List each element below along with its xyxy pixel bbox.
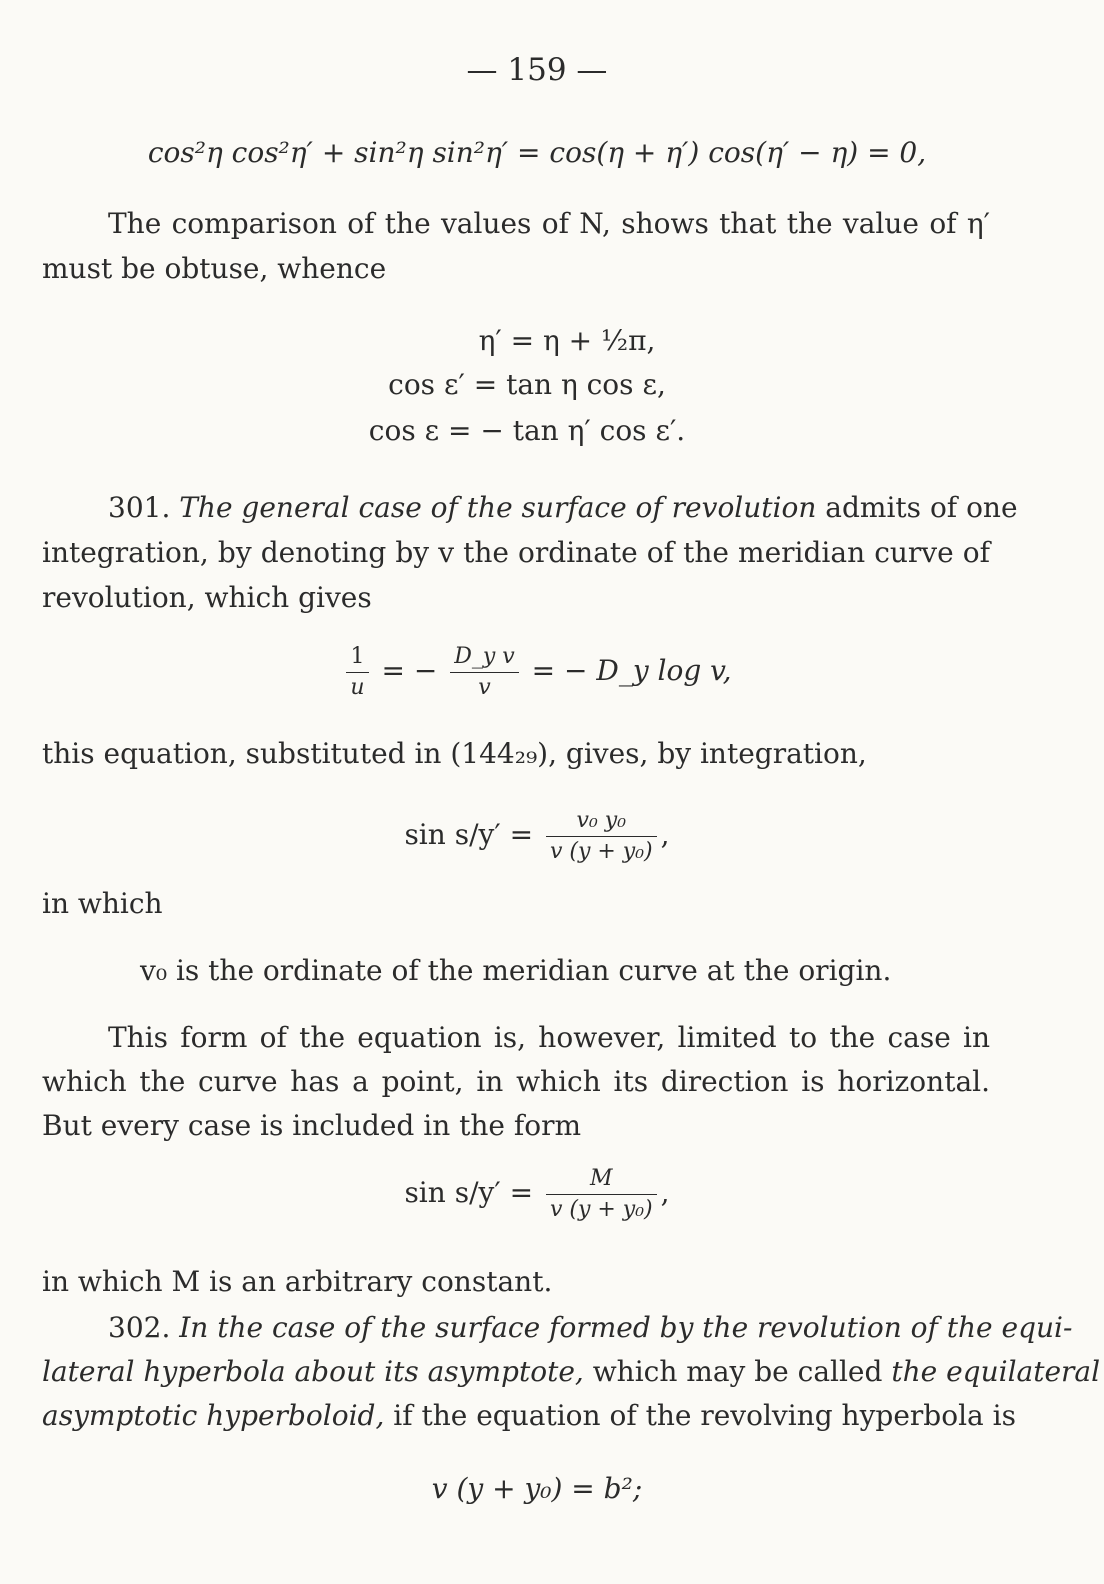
definition-line: v₀ is the ordinate of the meridian curve at the origin.	[140, 954, 892, 987]
paragraph-line: in which	[42, 887, 163, 920]
equation-cos-eps-prime: cos ε′ = tan η cos ε,	[388, 368, 666, 401]
paragraph-line: This form of the equation is, however, limited to the case in	[108, 1021, 990, 1054]
paragraph-line: must be obtuse, whence	[42, 252, 387, 285]
fraction: $\frac{1}{u}$	[346, 642, 368, 703]
section-number: 301.	[108, 491, 171, 524]
paragraph-line: which the curve has a point, in which its direction is horizontal.	[42, 1065, 990, 1098]
paragraph-line: But every case is included in the form	[42, 1109, 582, 1142]
section-text: admits of one	[825, 491, 1018, 524]
section-title: The general case of the surface of revolution	[179, 491, 817, 524]
equation-one-over-u: $\frac{1}{u}$ = − $\frac{\text{D\_y v}}{v}$ = − D_y log v,	[0, 642, 1074, 703]
equation-hyperbola: v (y + y₀) = b²;	[431, 1472, 643, 1505]
paragraph-line: integration, by denoting by v the ordinate of the meridian curve of	[42, 536, 990, 569]
section-number: 302.	[108, 1311, 171, 1344]
paragraph-line: this equation, substituted in (144₂₉), gives, by integration,	[42, 737, 867, 770]
equation-sin-1: sin s/y′ = $\frac{\text{v₀ y₀}}{\text{v (y + y₀)}}$ ,	[0, 806, 1074, 867]
fraction: $\frac{M}{\text{v (y + y₀)}}$	[546, 1164, 657, 1225]
section-301-line-1	[42, 490, 1018, 526]
paragraph-line: The comparison of the values of N, shows that the value of η′	[108, 207, 990, 240]
section-302-line-3: asymptotic hyperboloid, if the equation of the revolving hyperbola is	[42, 1399, 1016, 1432]
equation-top: cos²η cos²η′ + sin²η sin²η′ = cos(η + η′) cos(η′ − η) = 0,	[147, 136, 927, 169]
section-302-line-2: lateral hyperbola about its asymptote, which may be called the equilateral	[42, 1355, 1101, 1388]
section-302-line-1	[42, 1310, 1073, 1346]
equation-eta: η′ = η + ½π,	[478, 324, 656, 357]
page-number: — 159 —	[466, 52, 608, 88]
fraction: $\frac{\text{D\_y v}}{v}$	[450, 642, 519, 703]
fraction: $\frac{\text{v₀ y₀}}{\text{v (y + y₀)}}$	[546, 806, 657, 867]
paragraph-line: in which M is an arbitrary constant.	[42, 1265, 553, 1298]
section-title: In the case of the surface formed by the revolution of the equi-	[179, 1311, 1073, 1344]
equation-cos-eps: cos ε = − tan η′ cos ε′.	[368, 414, 686, 447]
paragraph-line: revolution, which gives	[42, 581, 372, 614]
equation-sin-2: sin s/y′ = $\frac{M}{\text{v (y + y₀)}}$ ,	[0, 1164, 1074, 1225]
